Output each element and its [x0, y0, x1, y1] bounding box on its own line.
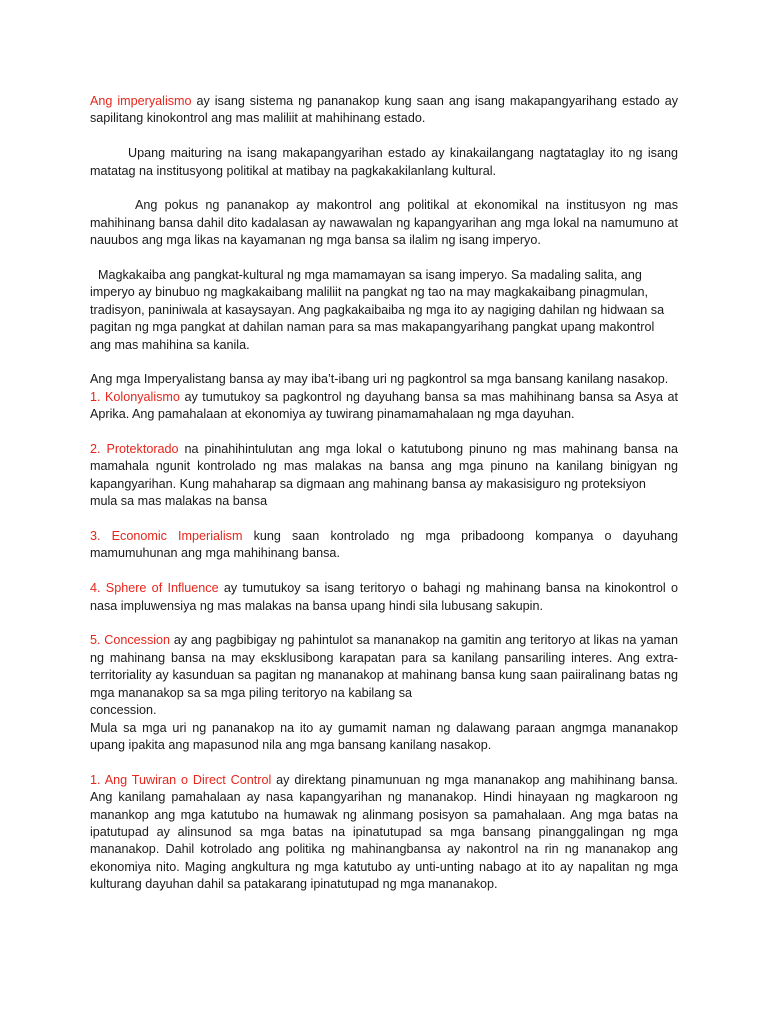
list-item-economic-imperialism [90, 528, 678, 563]
paragraph-makapangyarihan: Upang maituring na isang makapangyarihan estado ay kinakailangang nagtataglay ito ng isang matatag na institusyong politikal at matibay na pagkakakilanlang kultural. [90, 146, 678, 178]
list-item-concession-tail: concession. [90, 703, 157, 718]
paragraph-pokus: Ang pokus ng pananakop ay makontrol ang politikal at ekonomikal na institusyon ng mas mahihinang bansa dahil dito kadalasan ay nawawalan ng kapangyarihan ang mga lokal na namumuno at nauubos ang mga likas na kayamanan ng mga bansa sa ilalim ng isang imperyo. [90, 198, 678, 248]
paragraph-uri-intro: Ang mga Imperyalistang bansa ay may iba’t-ibang uri ng pagkontrol sa mga bansang kanilang nasakop. [90, 372, 669, 387]
term-sphere-of-influence: 4. Sphere of Influence [90, 581, 219, 596]
item-text: ay tumutukoy sa isang teritoryo o bahagi ng mahinang bansa na kinokontrol o nasa impluwensiya ng mas malakas na bansa upang hindi sila lubusang sakupin. [90, 581, 678, 613]
item-text: ay tumutukoy sa pagkontrol ng dayuhang bansa sa mas mahihinang bansa sa Asya at Aprika. Ang pamahalaan at ekonomiya ay tuwirang pinamamahalaan ng mga dayuhan. [90, 389, 678, 422]
list-item-concession [90, 632, 678, 702]
list-item-protektorado-tail: mula sa mas malakas na bansa [90, 494, 268, 509]
term-concession: 5. Concession [90, 633, 171, 648]
paragraph-imperyalismo [90, 93, 678, 128]
paragraph-direct-control [90, 772, 678, 894]
term-direct-control: 1. Ang Tuwiran o Direct Control [90, 772, 272, 787]
item-text: kung saan kontrolado ng mga pribadoong kompanya o dayuhang mamumuhunan ang mga mahihinang bansa. [90, 529, 678, 561]
paragraph-text: ay isang sistema ng pananakop kung saan ang isang makapangyarihang estado ay sapilitang kinokontrol ang mas maliliit at mahihinang estado. [90, 94, 679, 126]
list-item-sphere-of-influence [90, 580, 678, 615]
list-item-kolonyalismo [90, 389, 678, 424]
term-protektorado: 2. Protektorado [90, 442, 179, 457]
term-imperyalismo: Ang imperyalismo [90, 94, 192, 108]
item-text: na pinahihintulutan ang mga lokal o katutubong pinuno ng mas mahinang bansa na mamahala ngunit kontrolado ng mas malakas na bansa ang mga pinuno na kanilang binigyan ng kapangyarihan. Kung mahaharap sa digmaan ang mahinang bansa ay makasisiguro ng proteksiyon [90, 442, 679, 491]
paragraph-text: ay direktang pinamunuan ng mga mananakop ang mahihinang bansa. Ang kanilang pamahalaan ay nasa kapangyarihan ng mananakop. Hindi hinayaan ng magkaroon ng manankop ang mga katutubo na humawak ng alinmang posisyon sa pamahalaan. Ang mga batas na ipatutupad ay alinsunod sa mga batas na ipinatutupad sa mga bansang pinanggalingan ng mga mananakop. Dahil kotrolado ang politika ng mahinangbansa ay nakontrol na rin ng mananakop ang ekonomiya nito. Maging angkultura ng mga katutubo ay unti-unting nabago at ito ay napalitan ng mga kulturang dayuhan dahil sa patakarang ipinatutupad ng mga mananakop. [90, 772, 678, 892]
term-kolonyalismo: 1. Kolonyalismo [90, 389, 180, 404]
list-item-protektorado [90, 441, 678, 493]
item-text: ay ang pagbibigay ng pahintulot sa mananakop na gamitin ang teritoryo at likas na yaman ng mahinang bansa na may eksklusibong karapatan para sa kanilang pansariling interes. Ang extra-territoriality ay kasunduan sa pagitan ng mananakop at mahinang bansa kung saan paiiralinang batas ng mga mananakop sa sa mga piling teritoryo na kabilang sa [90, 633, 678, 700]
paragraph-dalawang-paraan: Mula sa mga uri ng pananakop na ito ay gumamit naman ng dalawang paraan angmga mananakop upang ipakita ang mapasunod nila ang mga bansang kanilang nasakop. [90, 720, 678, 752]
paragraph-pangkat-kultural: Magkakaiba ang pangkat-kultural ng mga mamamayan sa isang imperyo. Sa madaling salita, ang imperyo ay binubuo ng magkakaibang maliliit na pangkat ng tao na may magkakaibang pinagmulan, tradisyon, paniniwala at kasaysayan. Ang pagkakaibaiba ng mga ito ay nagiging dahilan ng hidwaan sa pagitan ng mga pangkat at dahilan naman para sa mas makapangyarihang pangkat upang makontrol ang mas mahihina sa kanila. [90, 268, 665, 352]
document-body [90, 93, 678, 894]
term-economic-imperialism: 3. Economic Imperialism [90, 529, 243, 544]
